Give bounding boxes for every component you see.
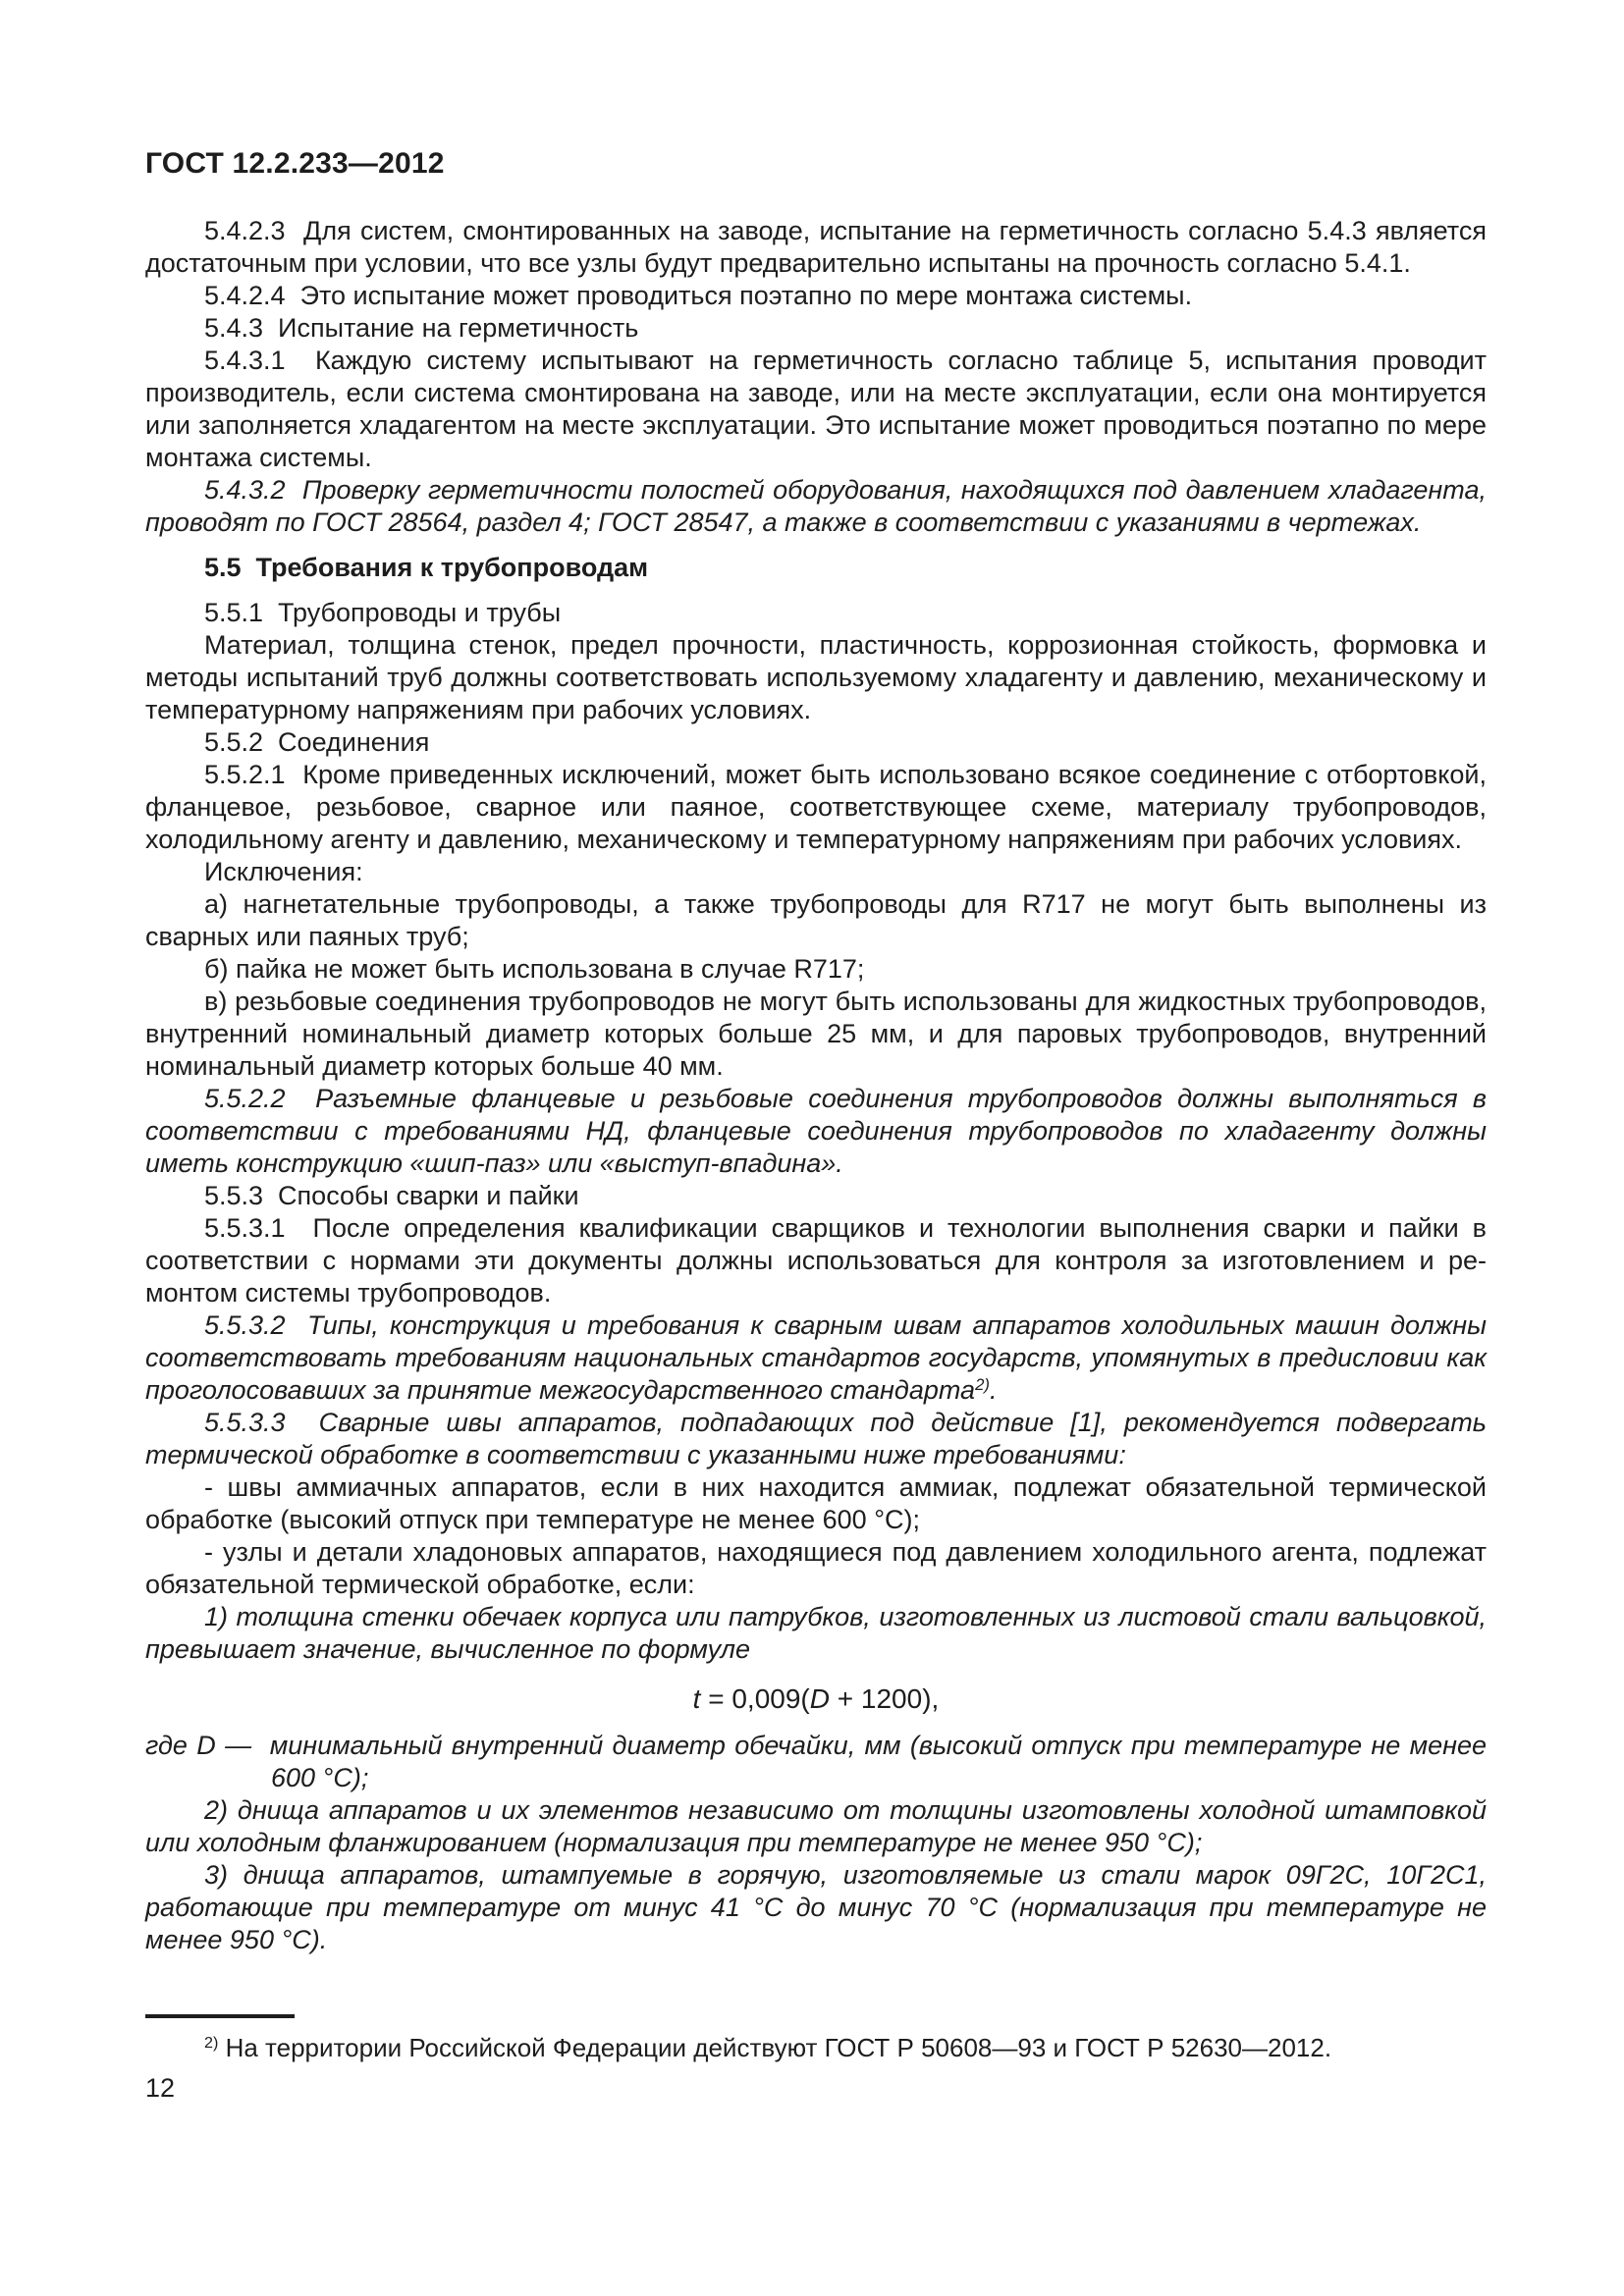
formula-var-t: t: [692, 1683, 701, 1714]
clause-5-5-3-2-tail: .: [989, 1375, 998, 1405]
formula: [145, 1682, 1487, 1715]
footnote-line: [145, 2032, 1487, 2063]
bullet-freon-units: - узлы и детали хладоновых аппаратов, находящиеся под давлением холодильного агента, подлежат обязательной термической обработке, если:: [145, 1537, 1487, 1599]
formula-var-d: D: [809, 1683, 830, 1714]
clause-5-4-2-4: 5.4.2.4 Это испытание может проводиться поэтапно по мере монтажа системы.: [204, 281, 1193, 310]
clause-5-5-2-2: 5.5.2.2 Разъемные фланцевые и резьбовые соединения трубопроводов должны выполняться в соответствии с требованиями НД, фланцевые соединения трубопроводов по хладагенту должны иметь конструкцию «шип-паз» или «выступ-впадина».: [145, 1084, 1487, 1178]
clause-5-5-3-2-text: 5.5.3.2 Типы, конструкция и требования к сварным швам аппаратов холодильных машин должны соответствовать требованиям национальных стандартов государств, упомянутых в предисловии как проголосовавших за принятие межгосударственного стандарта: [145, 1310, 1487, 1405]
clause-5-5-2-1: 5.5.2.1 Кроме приведенных исключений, может быть использовано всякое соединение с отбортовкой, фланцевое, резьбовое, сварное или паяное, соответствующее схеме, материалу трубопроводов, холодильному агенту и давлению, механическому и температурному напряжениям при рабочих условиях.: [145, 760, 1487, 854]
clause-5-5-3-3: 5.5.3.3 Сварные швы аппаратов, подпадающих под действие [1], рекомендуется подвергать термической обработке в соответствии с указанными ниже требованиями:: [145, 1408, 1487, 1469]
condition-2: 2) днища аппаратов и их элементов независимо от толщины изготовлены холодной штамповкой или холодным фланжированием (нормализация при температуре не менее 950 °C);: [145, 1795, 1487, 1857]
clause-5-5-2: 5.5.2 Соединения: [204, 727, 430, 757]
formula-explanation: где D — минимальный внутренний диаметр обечайки, мм (высокий отпуск при температуре не менее 600 °C);: [145, 1731, 1487, 1792]
exception-item-a: а) нагнетательные трубопроводы, а также трубопроводы для R717 не могут быть выполнены из сварных или паяных труб;: [145, 889, 1487, 951]
clause-5-5-3-1: 5.5.3.1 После определения квалификации сварщиков и технологии выполнения сварки и пайки в соответствии с нормами эти документы должны использоваться для контроля за изготовлением и ремонтом системы трубопроводов.: [145, 1213, 1487, 1308]
condition-1: 1) толщина стенки обечаек корпуса или патрубков, изготовленных из листовой стали вальцовкой, превышает значение, вычисленное по формуле: [145, 1602, 1487, 1664]
clause-5-5-3: 5.5.3 Способы сварки и пайки: [204, 1181, 579, 1210]
clause-5-5-3-2: [145, 1309, 1487, 1407]
document-code-header: ГОСТ 12.2.233—2012: [145, 147, 445, 180]
exception-item-b: б) пайка не может быть использована в случае R717;: [204, 954, 865, 984]
formula-mid: = 0,009(: [700, 1683, 810, 1714]
page-number: 12: [145, 2073, 176, 2103]
condition-3: 3) днища аппаратов, штампуемые в горячую, изготовляемые из стали марок 09Г2С, 10Г2С1, работающие при температуре от минус 41 °C до минус 70 °C (нормализация при температуре не менее 950 °C).: [145, 1860, 1487, 1954]
footnote: [145, 2032, 1487, 2063]
section-5-5-heading: 5.5 Требования к трубопроводам: [204, 553, 649, 582]
footnote-divider: [145, 2014, 295, 2018]
clause-5-4-3-2: 5.4.3.2 Проверку герметичности полостей оборудования, находящихся под давлением хладагента, проводят по ГОСТ 28564, раздел 4; ГОСТ 28547, а также в соответствии с указаниями в чертежах.: [145, 475, 1487, 537]
footnote-ref-marker: 2): [975, 1374, 990, 1394]
document-body: [145, 215, 1487, 1956]
clause-5-5-1: 5.5.1 Трубопроводы и трубы: [204, 598, 562, 627]
clause-5-5-1-body: Материал, толщина стенок, предел прочности, пластичность, коррозионная стойкость, формовка и методы испытаний труб должны соответствовать используемому хладагенту и давлению, механическому и температурному напряжениям при рабочих условиях.: [145, 630, 1487, 724]
footnote-text: На территории Российской Федерации действуют ГОСТ Р 50608—93 и ГОСТ Р 52630—2012.: [225, 2033, 1332, 2062]
clause-5-4-2-3: 5.4.2.3 Для систем, смонтированных на заводе, испытание на герметичность согласно 5.4.3 является достаточным при условии, что все узлы будут предварительно испытаны на прочность согласно 5.4.1.: [145, 216, 1487, 278]
exceptions-label: Исключения:: [204, 857, 363, 886]
exception-item-v: в) резьбовые соединения трубопроводов не могут быть использованы для жидкостных трубопроводов, внутренний номинальный диаметр которых больше 25 мм, и для паровых трубопроводов, внутренний номинальный диаметр которых больше 40 мм.: [145, 987, 1487, 1081]
bullet-ammonia-welds: - швы аммиачных аппаратов, если в них находится аммиак, подлежат обязательной термической обработке (высокий отпуск при температуре не менее 600 °C);: [145, 1472, 1487, 1534]
footnote-marker: 2): [204, 2034, 219, 2053]
formula-tail: + 1200),: [830, 1683, 940, 1714]
clause-5-4-3-1: 5.4.3.1 Каждую систему испытывают на герметичность согласно таблице 5, испытания проводит производитель, если система смонтирована на заводе, или на месте эксплуатации, если она монтируется или заполняется хладагентом на месте эксплуатации. Это испытание может проводиться поэтапно по мере монтажа системы.: [145, 346, 1487, 472]
clause-5-4-3: 5.4.3 Испытание на герметичность: [204, 313, 639, 343]
